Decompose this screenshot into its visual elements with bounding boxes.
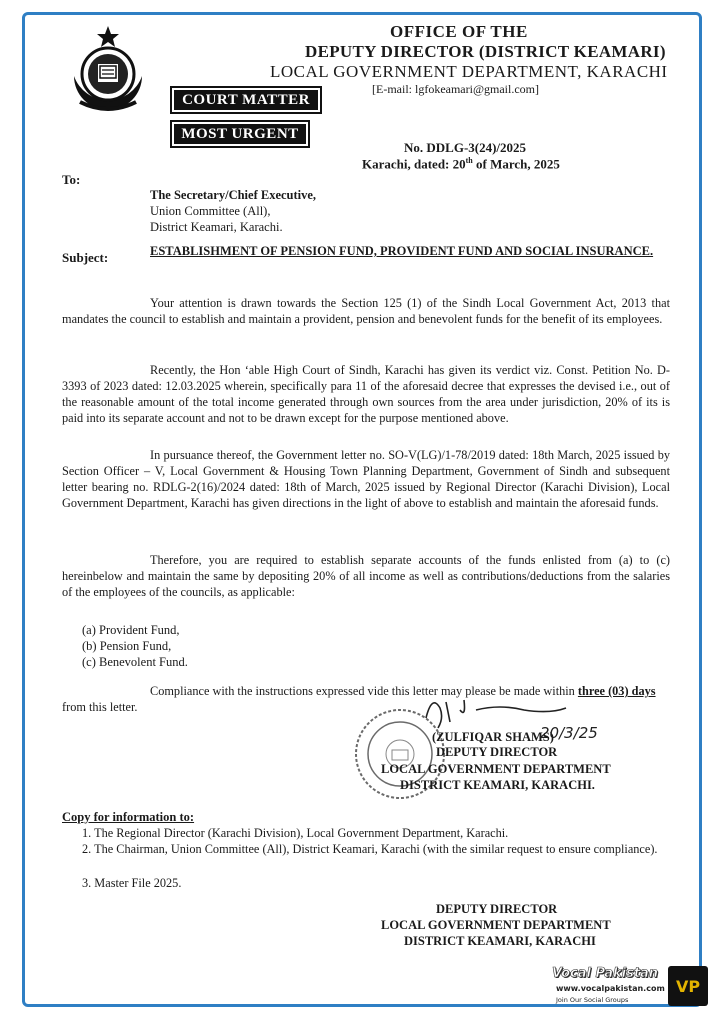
watermark-url: www.vocalpakistan.com: [556, 984, 665, 993]
signatory-title: DEPUTY DIRECTOR: [436, 745, 558, 759]
watermark-title: Vocal Pakistan: [552, 966, 659, 981]
address-line-1: The Secretary/Chief Executive,: [150, 188, 317, 202]
signatory-district: DISTRICT KEAMARI, KARACHI.: [400, 778, 595, 792]
reference-date-sup: th: [465, 156, 473, 165]
compliance-pre: Compliance with the instructions expressed vide this letter may please be made within: [150, 684, 578, 698]
office-subtitle: DEPUTY DIRECTOR (DISTRICT KEAMARI): [305, 42, 666, 61]
office-department: LOCAL GOVERNMENT DEPARTMENT, KARACHI: [270, 62, 668, 81]
fund-list-item: (c) Benevolent Fund.: [82, 655, 188, 669]
office-title: OFFICE OF THE: [390, 22, 528, 41]
copy-list-item: 1. The Regional Director (Karachi Division), Local Government Department, Karachi.: [82, 826, 509, 840]
watermark-join: Join Our Social Groups: [556, 996, 629, 1004]
watermark-logo-text: VP: [675, 976, 701, 996]
reference-number: No. DDLG-3(24)/2025: [404, 140, 527, 155]
footer-district: DISTRICT KEAMARI, KARACHI: [404, 934, 596, 948]
compliance-post: from this letter.: [62, 700, 138, 714]
footer-department: LOCAL GOVERNMENT DEPARTMENT: [381, 918, 611, 932]
copy-list-item: 2. The Chairman, Union Committee (All), District Keamari, Karachi (with the similar request to ensure compliance).: [82, 842, 658, 856]
copy-list-item: 3. Master File 2025.: [82, 876, 182, 890]
fund-list-item: (a) Provident Fund,: [82, 623, 180, 637]
address-line-2: Union Committee (All),: [150, 204, 271, 218]
body-paragraph-1: Your attention is drawn towards the Section 125 (1) of the Sindh Local Government Act, 2013 that mandates the council to establish and maintain a provident, pension and benevolent funds for the benefit of its employees.: [62, 296, 670, 326]
subject-text: ESTABLISHMENT OF PENSION FUND, PROVIDENT FUND AND SOCIAL INSURANCE.: [150, 244, 654, 258]
sindh-government-seal-icon: [60, 20, 156, 116]
signatory-name: (ZULFIQAR SHAMS): [432, 730, 554, 744]
reference-date-suffix: of March, 2025: [472, 156, 560, 172]
handwritten-date: 20/3/25: [540, 724, 598, 742]
subject-label: Subject:: [62, 250, 109, 265]
body-paragraph-2: Recently, the Hon ‘able High Court of Sindh, Karachi has given its verdict viz. Const. Petition No. D-3393 of 2023 dated: 12.03.2025 wherein, specifically para 11 of the aforesaid decree that expresses the devised i.e., out of the reasonable amount of the total income generated through own sources from the area under jurisdiction, 20% of its is paid into its separate account and not to be drawn except for the purpose mentioned above.: [62, 363, 670, 425]
copy-label: Copy for information to:: [62, 810, 195, 824]
vocal-pakistan-logo-icon: [668, 966, 708, 1006]
reference-date-prefix: Karachi, dated: 20: [362, 156, 466, 172]
office-email: [E-mail: lgfokeamari@gmail.com]: [372, 82, 539, 96]
body-paragraph-4: Therefore, you are required to establish separate accounts of the funds enlisted from (a) to (c) hereinbelow and maintain the same by depositing 20% of all income as well as contributions/deductions from the salaries of the employees of the councils, as applicable:: [62, 553, 670, 599]
signatory-department: LOCAL GOVERNMENT DEPARTMENT: [381, 762, 611, 776]
footer-title: DEPUTY DIRECTOR: [436, 902, 558, 916]
fund-list-item: (b) Pension Fund,: [82, 639, 172, 653]
compliance-days: three (03) days: [577, 684, 656, 698]
reference-date: [362, 156, 560, 172]
body-paragraph-3: In pursuance thereof, the Government letter no. SO-V(LG)/1-78/2019 dated: 18th March, 2025 issued by Section Officer – V, Local Government & Housing Town Planning Department, Government of Sindh and subsequent letter bearing no. RDLG-2(16)/2024 dated: 18th of March, 2025 issued by Regional Director (Karachi Division), Local Government Department, Karachi has given directions in the light of above to establish and maintain the aforesaid funds.: [62, 448, 670, 510]
address-line-3: District Keamari, Karachi.: [150, 220, 283, 234]
most-urgent-stamp: MOST URGENT: [170, 120, 310, 148]
court-matter-stamp: COURT MATTER: [170, 86, 322, 114]
to-label: To:: [62, 172, 81, 187]
